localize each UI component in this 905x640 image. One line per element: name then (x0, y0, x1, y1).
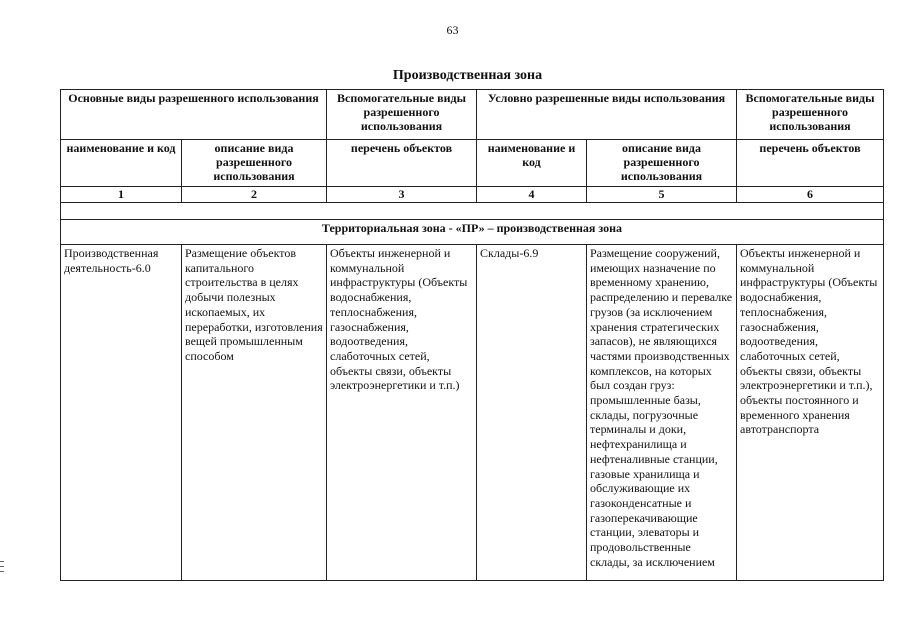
cell-main-use-name: Производственная деятельность-6.0 (61, 245, 182, 581)
spacer-row (61, 203, 884, 220)
zoning-table (60, 89, 884, 581)
cell-conditional-use-name: Склады-6.9 (477, 245, 587, 581)
column-number: 2 (182, 187, 327, 203)
cell-conditional-use-description: Размещение сооружений, имеющих назначение по временному хранению, распределению и перевалке грузов (за исключением хранения стратегических запасов), не являющихся частями производственных комплексов, на которых был создан груз: промышленные базы, склады, погрузочные терминалы и доки, нефтехранилища и нефтеналивные станции, газовые хранилища и обслуживающие их газоконденсатные и газоперекачивающие станции, элеваторы и продовольственные склады, за исключением (587, 245, 737, 581)
scan-edge-mark (0, 571, 4, 572)
column-number: 3 (327, 187, 477, 203)
subheader-name-code: наименование и код (61, 140, 182, 187)
column-number: 6 (737, 187, 884, 203)
zone-title-row (61, 220, 884, 245)
subheader-description: описание вида разрешенного использования (182, 140, 327, 187)
table-row (61, 245, 884, 581)
header-auxiliary-uses-2: Вспомогательные виды разрешенного использования (737, 90, 884, 140)
column-number-row (61, 187, 884, 203)
header-main-uses: Основные виды разрешенного использования (61, 90, 327, 140)
group-header-row (61, 90, 884, 140)
document-title: Производственная зона (392, 68, 543, 83)
header-auxiliary-uses: Вспомогательные виды разрешенного использования (327, 90, 477, 140)
subheader-name-code-2: наименование и код (477, 140, 587, 187)
column-number: 1 (61, 187, 182, 203)
scan-edge-mark (0, 561, 4, 562)
zone-title: Территориальная зона - «ПР» – производственная зона (61, 220, 884, 245)
sub-header-row (61, 140, 884, 187)
subheader-object-list-2: перечень объектов (737, 140, 884, 187)
cell-main-use-description: Размещение объектов капитального строительства в целях добычи полезных ископаемых, их переработки, изготовления вещей промышленным способом (182, 245, 327, 581)
cell-auxiliary-objects: Объекты инженерной и коммунальной инфраструктуры (Объекты водоснабжения, теплоснабжения, газоснабжения, водоотведения, слаботочных сетей, объекты связи, объекты электроэнергетики и т.п.) (327, 245, 477, 581)
header-conditional-uses: Условно разрешенные виды использования (477, 90, 737, 140)
subheader-description-2: описание вида разрешенного использования (587, 140, 737, 187)
scan-edge-mark (0, 566, 4, 567)
column-number: 5 (587, 187, 737, 203)
spacer-cell (61, 203, 884, 220)
page-number: 63 (446, 23, 459, 37)
subheader-object-list: перечень объектов (327, 140, 477, 187)
column-number: 4 (477, 187, 587, 203)
cell-auxiliary-objects-2: Объекты инженерной и коммунальной инфраструктуры (Объекты водоснабжения, теплоснабжения, газоснабжения, водоотведения, слаботочных сетей, объекты связи, объекты электроэнергетики и т.п.), объекты постоянного и временного хранения автотранспорта (737, 245, 884, 581)
